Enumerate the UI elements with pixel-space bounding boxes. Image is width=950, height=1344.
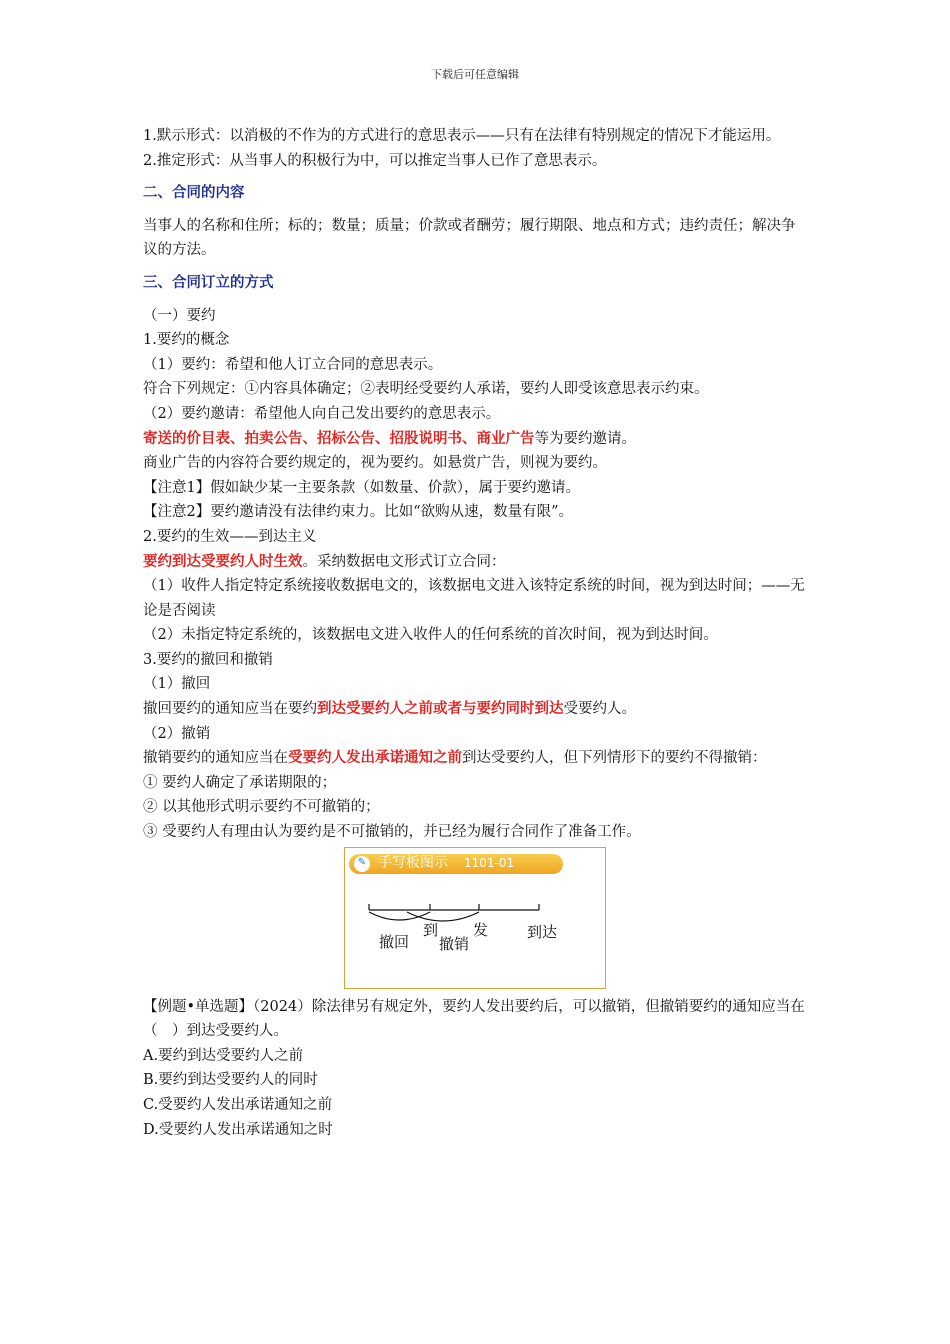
- question-option-d: D.受要约人发出承诺通知之时: [143, 1121, 333, 1138]
- figure-title: 手写板图示: [378, 855, 448, 872]
- label-send: 发: [473, 920, 489, 939]
- document-body: [143, 124, 809, 1142]
- line-revoke-rule: 撤销要约的通知应当在受要约人发出承诺通知之前到达受要约人，但下列情形下的要约不得撤销：: [143, 750, 767, 767]
- line-data-message-2: （2）未指定特定系统的，该数据电文进入收件人的任何系统的首次时间，视为到达时间。: [143, 627, 718, 644]
- question-stem: 【例题•单选题】（2024）除法律另有规定外，要约人发出要约后，可以撤销，但撤销要约的通知应当在（ ）到达受要约人。: [143, 998, 805, 1040]
- line-offer-concept: 1.要约的概念: [143, 332, 230, 349]
- label-arrive: 到: [423, 920, 439, 939]
- brace-revoke: [407, 912, 479, 921]
- line-offer-effect: 2.要约的生效——到达主义: [143, 528, 317, 545]
- line-data-message-1: （1）收件人指定特定系统接收数据电文的，该数据电文进入该特定系统的时间，视为到达时间；——无论是否阅读: [143, 578, 805, 619]
- section-2-body: 当事人的名称和住所；标的；数量；质量；价款或者酬劳；履行期限、地点和方式；违约责任；解决争议的方法。: [143, 217, 796, 259]
- figure-code: 1101-01: [464, 856, 515, 871]
- line-offer-heading: （一）要约: [143, 307, 216, 324]
- line-withdraw-revoke: 3.要约的撤回和撤销: [143, 651, 273, 668]
- line-effect-rule: 要约到达受要约人时生效。采纳数据电文形式订立合同：: [143, 553, 506, 570]
- line-exception-2: ② 以其他形式明示要约不可撤销的；: [143, 799, 380, 816]
- line-offer-definition: （1）要约：希望和他人订立合同的意思表示。: [143, 356, 443, 373]
- line-invitation-definition: （2）要约邀请：希望他人向自己发出要约的意思表示。: [143, 405, 501, 422]
- emphasis-text: 要约到达受要约人时生效: [143, 553, 303, 570]
- emphasis-text: 寄送的价目表、拍卖公告、招标公告、招股说明书、商业广告: [143, 430, 535, 447]
- emphasis-text: 受要约人发出承诺通知之前: [288, 750, 462, 767]
- line-revoke-heading: （2）撤销: [143, 725, 211, 742]
- line-withdraw-rule: 撤回要约的通知应当在要约到达受要约人之前或者与要约同时到达受要约人。: [143, 701, 636, 718]
- label-withdraw: 撤回: [379, 932, 410, 951]
- line-offer-requirements: 符合下列规定：①内容具体确定；②表明经受要约人承诺，要约人即受该意思表示约束。: [143, 381, 709, 398]
- brace-withdraw: [369, 912, 430, 920]
- label-reach: 到达: [527, 922, 558, 941]
- line-note-2: 【注意2】要约邀请没有法律约束力。比如“欲购从速，数量有限”。: [143, 504, 574, 521]
- question-option-c: C.受要约人发出承诺通知之前: [143, 1097, 333, 1113]
- para-implied-form: 1.默示形式：以消极的不作为的方式进行的意思表示——只有在法律有特别规定的情况下才能运用。: [143, 128, 781, 144]
- question-option-a: A.要约到达受要约人之前: [143, 1047, 304, 1064]
- line-exception-1: ① 要约人确定了承诺期限的；: [143, 774, 337, 791]
- handwriting-board-figure: [344, 847, 606, 989]
- section-3-title: 三、合同订立的方式: [143, 274, 274, 291]
- para-presumed-form: 2.推定形式：从当事人的积极行为中，可以推定当事人已作了意思表示。: [143, 152, 607, 169]
- line-note-1: 【注意1】假如缺少某一主要条款（如数量、价款），属于要约邀请。: [143, 479, 580, 496]
- line-withdraw-heading: （1）撤回: [143, 676, 211, 693]
- emphasis-text: 到达受要约人之前或者与要约同时到达: [317, 701, 564, 718]
- line-invitation-examples: 寄送的价目表、拍卖公告、招标公告、招股说明书、商业广告等为要约邀请。: [143, 430, 636, 447]
- question-option-b: B.要约到达受要约人的同时: [143, 1072, 318, 1089]
- label-revoke: 撤销: [439, 934, 470, 953]
- line-commercial-ad: 商业广告的内容符合要约规定的，视为要约。如悬赏广告，则视为要约。: [143, 455, 607, 472]
- line-exception-3: ③ 受要约人有理由认为要约是不可撤销的，并已经为履行合同作了准备工作。: [143, 824, 641, 841]
- section-2-title: 二、合同的内容: [143, 185, 245, 202]
- pencil-icon: ✎: [354, 856, 370, 872]
- page-header: 下载后可任意编辑: [431, 68, 519, 81]
